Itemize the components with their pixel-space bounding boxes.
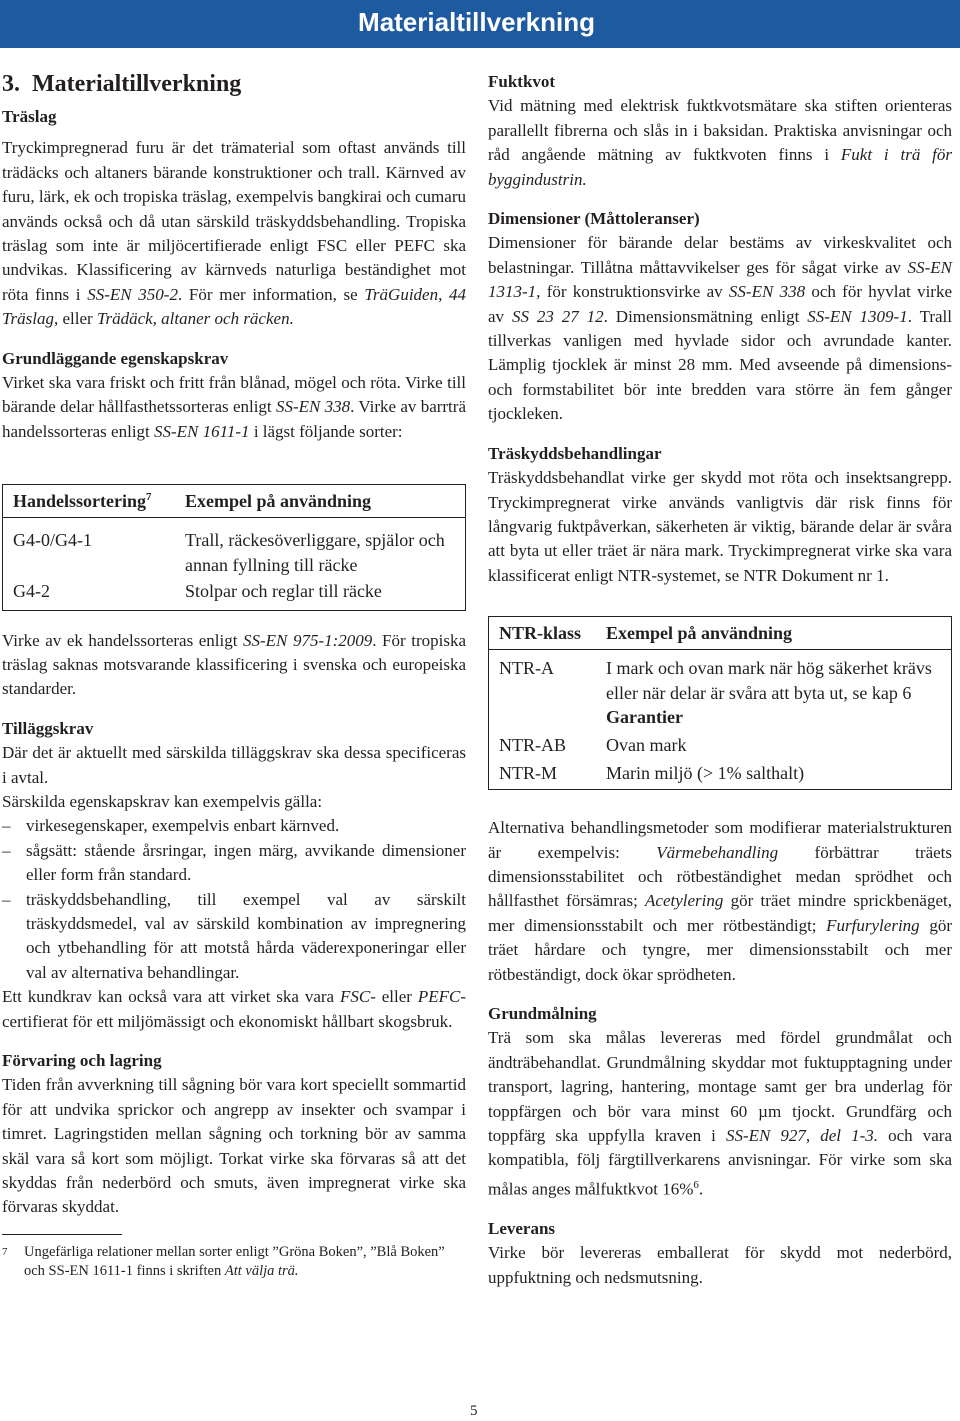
ntr-table-header: NTR-klass Exempel på användning bbox=[489, 617, 951, 650]
table-row: NTR-M Marin miljö (> 1% salthalt) bbox=[499, 762, 805, 783]
paragraph-leverans: Virke bör levereras emballerat för skydd mot nederbörd, uppfuktning och nedsmutsning. bbox=[488, 1243, 952, 1287]
table-row: G4-2 Stolpar och reglar till räcke bbox=[13, 581, 382, 602]
sort-table-header: Handelssortering$^7$ Exempel på användning bbox=[3, 485, 465, 518]
paragraph-tillagg-1: Där det är aktuellt med särskilda tilläggskrav ska dessa specificeras i avtal. bbox=[2, 743, 466, 787]
paragraph-tillagg-2: Särskilda egenskapskrav kan exempelvis gälla: bbox=[2, 791, 323, 811]
ntr-table bbox=[488, 616, 952, 790]
paragraph-traslag: Tryckimpregnerad furu är det trämaterial som oftast används till trädäcks och altaners bärande konstruktioner och trall. Kärnved av furu, lärk, ek och tropiska träslag, exempelvis bangkirai och cumaru används också och då utan särskild träskyddsbehandling. Tropiska träslag som inte är miljöcertifierade enligt FSC eller PEFC ska undvikas. Klassificering av kärnveds naturliga beständighet mot röta finns i SS-EN 350-2. För mer information, se TräGuiden, 44 Träslag, eller Trädäck, altaner och räcken. bbox=[2, 138, 467, 329]
requirement-list bbox=[2, 814, 466, 985]
list-item: – virkesegenskaper, exempelvis enbart kärnved. bbox=[2, 814, 466, 838]
footnote-divider bbox=[2, 1234, 122, 1235]
heading-grundmalning: Grundmålning bbox=[488, 1004, 597, 1023]
paragraph-grundmalning: Trä som ska målas levereras med fördel grundmålat och ändträbehandlat. Grundmålning skyddar mot fuktupptagning under transport, lagring, hantering, montage samt ger bra underlag för toppfärgen och bör vara minst 60 µm tjockt. Grundfärg och toppfärg ska uppfylla kraven i SS-EN 927, del 1-3. och vara kompatibla, följ färgtillverkarens anvisningar. För virke som ska målas anges målfuktkvot 16%$^6$. bbox=[488, 1028, 952, 1199]
heading-tillaggskrav: Tilläggskrav bbox=[2, 718, 94, 738]
paragraph-dimensioner: Dimensioner för bärande delar bestäms av virkeskvalitet och belastningar. Tillåtna måttavvikelser ges för sågat virke av SS-EN 1313-1, för konstruktionsvirke av SS-EN 338 och för hyvlat virke av SS 23 27 12. Dimensionsmätning enligt SS-EN 1309-1. Trall tillverkas vanligen med hyvlade sidor och avrundade kanter. Lämplig tjocklek är minst 28 mm. Med avseende på dimensions- och formstabilitet bör inte bredden vara större än fem gånger tjockleken. bbox=[488, 233, 953, 424]
paragraph-fuktkvot: Vid mätning med elektrisk fuktkvotsmätare ska stiften orienteras parallellt fibrerna och slås in i baksidan. Praktiska anvisningar och råd angående mätning av fuktkvoten finns i Fukt i trä för byggindustrin. bbox=[488, 96, 952, 189]
left-column bbox=[2, 70, 466, 1281]
heading-dimensioner: Dimensioner (Måttoleranser) bbox=[488, 209, 700, 229]
paragraph-forvaring: Tiden från avverkning till sågning bör vara kort speciellt sommartid för att undvika sprickor och angrepp av insekter och svampar i timret. Lagringstiden mellan sågning och torkning bör av samma skäl vara så kort som möjligt. Torkat virke ska förvaras så att det skyddas från nederbörd och smuts, även impregnerat virke ska förvaras skyddat. bbox=[2, 1075, 466, 1217]
table-row: NTR-AB Ovan mark bbox=[499, 735, 687, 756]
page-number: 5 bbox=[470, 1403, 478, 1419]
heading-grundlaggande: Grundläggande egenskapskrav bbox=[2, 348, 229, 368]
section-title: 3. Materialtillverkning bbox=[2, 71, 242, 97]
list-item: – sågsätt: stående årsringar, ingen märg, avvikande dimensioner eller form från standard. bbox=[2, 839, 466, 888]
heading-traslag: Träslag bbox=[2, 107, 57, 126]
header-bar bbox=[0, 0, 960, 48]
heading-forvaring: Förvaring och lagring bbox=[2, 1051, 162, 1070]
sort-table bbox=[2, 484, 466, 610]
list-item: – träskyddsbehandling, till exempel val av särskilt träskyddsmedel, val av särskild kombination av impregnering och ytbehandling för att motstå hårda väderexponeringar eller val av alternativa behandlingar. bbox=[2, 888, 466, 986]
header-title: Materialtillverkning bbox=[358, 7, 595, 37]
footnote: 7 Ungefärliga relationer mellan sorter enligt ”Gröna Boken”, ”Blå Boken” och SS-EN 1611-1 finns i skriften Att välja trä. bbox=[2, 1243, 445, 1279]
heading-traskydd: Träskyddsbehandlingar bbox=[488, 443, 662, 463]
paragraph-traskydd: Träskyddsbehandlat virke ger skydd mot röta och insektsangrepp. Tryckimpregnerat virke används vanligtvis där risk finns för långvarig fuktpåverkan, säkerheten är viktig, bärande delar är svåra att byta ut eller träet är nära mark. Tryckimpregnerat virke ska vara klassificerat enligt NTR-systemet, se NTR Dokument nr 1. bbox=[488, 468, 952, 585]
table-row: G4-0/G4-1 Trall, räckesöverliggare, spjälor och annan fyllning till räcke bbox=[13, 530, 445, 575]
right-column bbox=[488, 70, 952, 1290]
paragraph-grundlaggande: Virket ska vara friskt och fritt från blånad, mögel och röta. Virke till bärande delar hållfasthetssorteras enligt SS-EN 338. Virke av barrträ handelssorteras enligt SS-EN 1611-1 i lägst följande sorter: bbox=[2, 373, 466, 441]
heading-leverans: Leverans bbox=[488, 1218, 556, 1238]
heading-fuktkvot: Fuktkvot bbox=[488, 72, 556, 91]
paragraph-ek: Virke av ek handelssorteras enligt SS-EN 975-1:2009. För tropiska träslag saknas motsvarande klassificering i svenska och europeiska standarder. bbox=[2, 630, 466, 699]
paragraph-alternativa: Alternativa behandlingsmetoder som modifierar materialstrukturen är exempelvis: Värmebehandling förbättrar träets dimensionsstabilitet och rötbeständighet medan sprödhet och hållfasthet försämras; Acetylering gör träet mindre sprickbenäget, mer dimensionsstabilt och mer rötbeständigt; Furfurylering gör träet hårdare och tyngre, mer dimensionsstabilt och mer rötbeständigt, dock ökar sprödheten. bbox=[488, 818, 952, 984]
paragraph-tillagg-3: Ett kundkrav kan också vara att virket ska vara FSC- eller PEFC-certifierat för ett miljömässigt och ekonomiskt hållbart skogsbruk. bbox=[2, 987, 466, 1031]
table-row: NTR-A I mark och ovan mark när hög säkerhet krävs eller när delar är svåra att byta ut, se kap 6 Garantier bbox=[499, 658, 932, 727]
